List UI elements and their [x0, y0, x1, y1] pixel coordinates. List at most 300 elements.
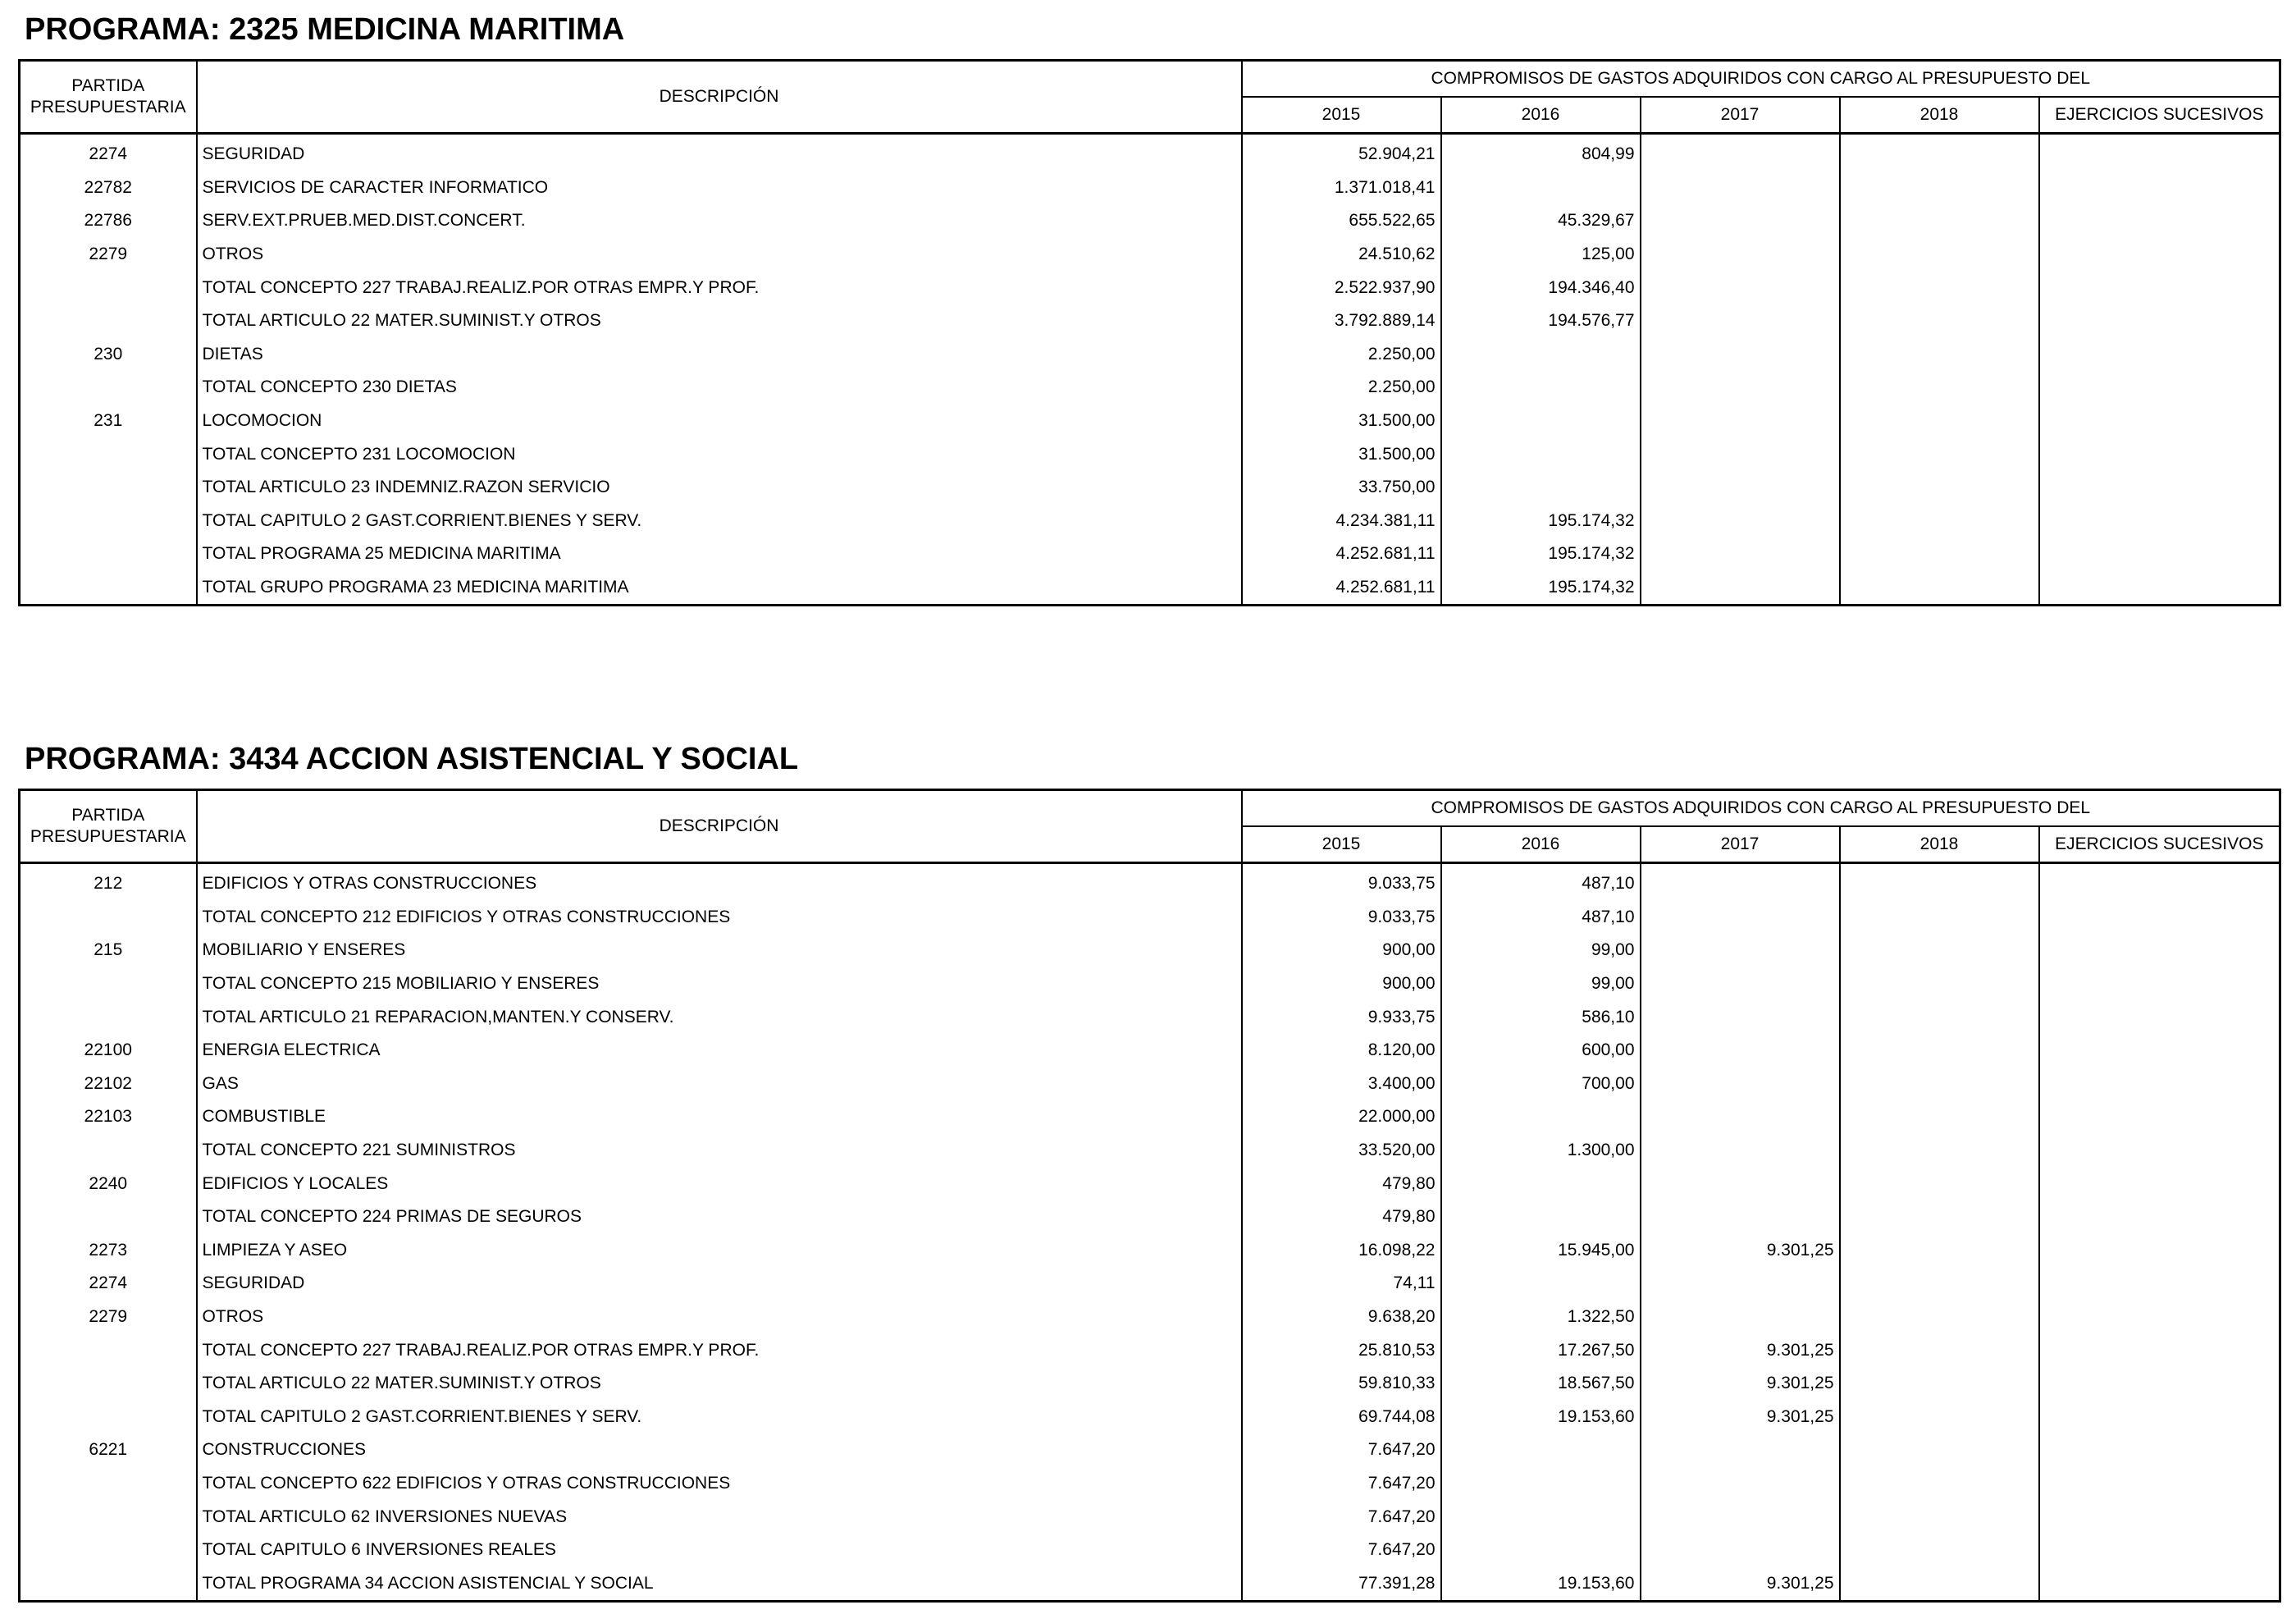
header-year-2017: 2017 — [1641, 97, 1840, 134]
table-row — [20, 1200, 2280, 1234]
descripcion-cell: TOTAL ARTICULO 21 REPARACION,MANTEN.Y CONSERV. — [197, 1000, 1242, 1034]
descripcion-cell: TOTAL PROGRAMA 25 MEDICINA MARITIMA — [197, 537, 1242, 571]
amount-2018-cell — [1840, 1301, 2039, 1334]
partida-cell — [20, 537, 197, 571]
amount-2017-cell — [1641, 901, 1840, 935]
amount-sucesivos-cell — [2039, 338, 2280, 372]
amount-2016-cell: 194.346,40 — [1441, 271, 1641, 304]
amount-2015-cell: 22.000,00 — [1242, 1100, 1441, 1134]
descripcion-cell: TOTAL CONCEPTO 231 LOCOMOCION — [197, 437, 1242, 471]
header-year-2015: 2015 — [1242, 826, 1441, 863]
table-row — [20, 371, 2280, 405]
table-row — [20, 1068, 2280, 1101]
amount-2018-cell — [1840, 1134, 2039, 1168]
amount-2018-cell — [1840, 405, 2039, 438]
amount-sucesivos-cell — [2039, 934, 2280, 967]
table-row — [20, 1167, 2280, 1200]
amount-2016-cell: 700,00 — [1441, 1068, 1641, 1101]
amount-2017-cell — [1641, 863, 1840, 901]
table-row — [20, 1433, 2280, 1467]
amount-2017-cell: 9.301,25 — [1641, 1234, 1840, 1268]
amount-2016-cell: 600,00 — [1441, 1034, 1641, 1068]
amount-2016-cell — [1441, 338, 1641, 372]
descripcion-cell: LOCOMOCION — [197, 405, 1242, 438]
table-row — [20, 204, 2280, 238]
amount-2016-cell: 1.300,00 — [1441, 1134, 1641, 1168]
table-row — [20, 571, 2280, 606]
descripcion-cell: TOTAL ARTICULO 23 INDEMNIZ.RAZON SERVICIO — [197, 471, 1242, 505]
amount-sucesivos-cell — [2039, 1333, 2280, 1367]
partida-cell — [20, 1401, 197, 1434]
amount-2018-cell — [1840, 863, 2039, 901]
amount-sucesivos-cell — [2039, 304, 2280, 338]
table-row — [20, 238, 2280, 272]
amount-2018-cell — [1840, 934, 2039, 967]
amount-2015-cell: 655.522,65 — [1242, 204, 1441, 238]
partida-cell: 6221 — [20, 1433, 197, 1467]
amount-sucesivos-cell — [2039, 1134, 2280, 1168]
descripcion-cell: TOTAL CONCEPTO 622 EDIFICIOS Y OTRAS CONSTRUCCIONES — [197, 1467, 1242, 1501]
amount-2015-cell: 25.810,53 — [1242, 1333, 1441, 1367]
amount-sucesivos-cell — [2039, 1167, 2280, 1200]
amount-2017-cell — [1641, 967, 1840, 1001]
partida-cell: 2273 — [20, 1234, 197, 1268]
table-row — [20, 1100, 2280, 1134]
program-title: PROGRAMA: 3434 ACCION ASISTENCIAL Y SOCIAL — [25, 742, 799, 776]
amount-2016-cell: 45.329,67 — [1441, 204, 1641, 238]
amount-2015-cell: 31.500,00 — [1242, 437, 1441, 471]
partida-cell — [20, 1200, 197, 1234]
table-row — [20, 338, 2280, 372]
descripcion-cell: TOTAL CONCEPTO 230 DIETAS — [197, 371, 1242, 405]
partida-cell: 22102 — [20, 1068, 197, 1101]
table-row — [20, 1534, 2280, 1567]
partida-cell — [20, 304, 197, 338]
amount-sucesivos-cell — [2039, 863, 2280, 901]
amount-2016-cell — [1441, 437, 1641, 471]
amount-2018-cell — [1840, 537, 2039, 571]
amount-2017-cell — [1641, 471, 1840, 505]
amount-2015-cell: 77.391,28 — [1242, 1566, 1441, 1601]
partida-cell — [20, 271, 197, 304]
amount-2017-cell — [1641, 1167, 1840, 1200]
table-row — [20, 1301, 2280, 1334]
descripcion-cell: DIETAS — [197, 338, 1242, 372]
amount-2016-cell: 586,10 — [1441, 1000, 1641, 1034]
amount-2017-cell — [1641, 271, 1840, 304]
amount-2018-cell — [1840, 1034, 2039, 1068]
amount-2016-cell — [1441, 1200, 1641, 1234]
amount-2018-cell — [1840, 1200, 2039, 1234]
header-partida: PARTIDA PRESUPUESTARIA — [20, 61, 197, 134]
amount-2015-cell: 2.522.937,90 — [1242, 271, 1441, 304]
amount-sucesivos-cell — [2039, 1500, 2280, 1534]
amount-sucesivos-cell — [2039, 1234, 2280, 1268]
amount-2017-cell — [1641, 1000, 1840, 1034]
header-ejercicios-sucesivos: EJERCICIOS SUCESIVOS — [2039, 826, 2280, 863]
amount-2017-cell — [1641, 171, 1840, 205]
header-descripcion: DESCRIPCIÓN — [197, 790, 1242, 863]
amount-2017-cell — [1641, 1433, 1840, 1467]
amount-sucesivos-cell — [2039, 1068, 2280, 1101]
amount-sucesivos-cell — [2039, 134, 2280, 171]
descripcion-cell: ENERGIA ELECTRICA — [197, 1034, 1242, 1068]
amount-sucesivos-cell — [2039, 271, 2280, 304]
partida-cell — [20, 1467, 197, 1501]
amount-sucesivos-cell — [2039, 1100, 2280, 1134]
amount-2017-cell — [1641, 1267, 1840, 1301]
table-row — [20, 934, 2280, 967]
amount-2015-cell: 9.033,75 — [1242, 901, 1441, 935]
partida-cell — [20, 1134, 197, 1168]
amount-2016-cell: 18.567,50 — [1441, 1367, 1641, 1401]
table-row — [20, 1467, 2280, 1501]
amount-2015-cell: 69.744,08 — [1242, 1401, 1441, 1434]
amount-2015-cell: 900,00 — [1242, 967, 1441, 1001]
partida-cell — [20, 1500, 197, 1534]
amount-2016-cell — [1441, 1534, 1641, 1567]
header-descripcion: DESCRIPCIÓN — [197, 61, 1242, 134]
partida-cell: 215 — [20, 934, 197, 967]
amount-2018-cell — [1840, 1333, 2039, 1367]
amount-2016-cell: 487,10 — [1441, 863, 1641, 901]
amount-2015-cell: 2.250,00 — [1242, 371, 1441, 405]
amount-sucesivos-cell — [2039, 1034, 2280, 1068]
header-year-2017: 2017 — [1641, 826, 1840, 863]
amount-sucesivos-cell — [2039, 238, 2280, 272]
amount-sucesivos-cell — [2039, 1401, 2280, 1434]
amount-2018-cell — [1840, 1367, 2039, 1401]
amount-2016-cell — [1441, 1167, 1641, 1200]
header-ejercicios-sucesivos: EJERCICIOS SUCESIVOS — [2039, 97, 2280, 134]
partida-cell — [20, 371, 197, 405]
table-row — [20, 271, 2280, 304]
amount-2015-cell: 900,00 — [1242, 934, 1441, 967]
amount-2015-cell: 479,80 — [1242, 1167, 1441, 1200]
table-row — [20, 505, 2280, 538]
amount-2017-cell — [1641, 238, 1840, 272]
amount-2018-cell — [1840, 1234, 2039, 1268]
amount-2015-cell: 479,80 — [1242, 1200, 1441, 1234]
amount-2015-cell: 7.647,20 — [1242, 1467, 1441, 1501]
amount-2015-cell: 24.510,62 — [1242, 238, 1441, 272]
amount-2015-cell: 74,11 — [1242, 1267, 1441, 1301]
amount-sucesivos-cell — [2039, 1000, 2280, 1034]
header-compromisos: COMPROMISOS DE GASTOS ADQUIRIDOS CON CARGO AL PRESUPUESTO DEL — [1242, 790, 2280, 827]
partida-cell: 22782 — [20, 171, 197, 205]
amount-2017-cell — [1641, 204, 1840, 238]
descripcion-cell: GAS — [197, 1068, 1242, 1101]
amount-sucesivos-cell — [2039, 1301, 2280, 1334]
amount-2018-cell — [1840, 571, 2039, 606]
table-row — [20, 1000, 2280, 1034]
table-row — [20, 405, 2280, 438]
amount-2017-cell — [1641, 571, 1840, 606]
descripcion-cell: TOTAL CONCEPTO 212 EDIFICIOS Y OTRAS CONSTRUCCIONES — [197, 901, 1242, 935]
amount-2016-cell: 1.322,50 — [1441, 1301, 1641, 1334]
table-row — [20, 1134, 2280, 1168]
table-row — [20, 1401, 2280, 1434]
amount-2018-cell — [1840, 1433, 2039, 1467]
descripcion-cell: TOTAL CONCEPTO 227 TRABAJ.REALIZ.POR OTRAS EMPR.Y PROF. — [197, 271, 1242, 304]
amount-2015-cell: 16.098,22 — [1242, 1234, 1441, 1268]
descripcion-cell: MOBILIARIO Y ENSERES — [197, 934, 1242, 967]
partida-cell — [20, 1534, 197, 1567]
amount-2017-cell: 9.301,25 — [1641, 1367, 1840, 1401]
amount-2016-cell — [1441, 371, 1641, 405]
amount-2015-cell: 4.252.681,11 — [1242, 571, 1441, 606]
header-year-2018: 2018 — [1840, 97, 2039, 134]
amount-2015-cell: 4.252.681,11 — [1242, 537, 1441, 571]
table-row — [20, 1333, 2280, 1367]
partida-cell — [20, 901, 197, 935]
amount-2015-cell: 9.933,75 — [1242, 1000, 1441, 1034]
partida-cell: 2240 — [20, 1167, 197, 1200]
partida-cell — [20, 1333, 197, 1367]
amount-2016-cell: 17.267,50 — [1441, 1333, 1641, 1367]
descripcion-cell: SEGURIDAD — [197, 1267, 1242, 1301]
amount-2017-cell — [1641, 1467, 1840, 1501]
table-body — [20, 134, 2280, 606]
amount-sucesivos-cell — [2039, 571, 2280, 606]
table-row — [20, 863, 2280, 901]
table-row — [20, 437, 2280, 471]
amount-2018-cell — [1840, 437, 2039, 471]
partida-cell: 2279 — [20, 238, 197, 272]
amount-2018-cell — [1840, 1534, 2039, 1567]
amount-sucesivos-cell — [2039, 505, 2280, 538]
amount-2018-cell — [1840, 271, 2039, 304]
budget-table — [18, 789, 2281, 1603]
amount-2018-cell — [1840, 1267, 2039, 1301]
amount-2018-cell — [1840, 1167, 2039, 1200]
amount-2018-cell — [1840, 1467, 2039, 1501]
amount-2016-cell: 195.174,32 — [1441, 537, 1641, 571]
budget-table — [18, 59, 2281, 606]
table-body — [20, 863, 2280, 1602]
descripcion-cell: TOTAL PROGRAMA 34 ACCION ASISTENCIAL Y SOCIAL — [197, 1566, 1242, 1601]
partida-cell: 22103 — [20, 1100, 197, 1134]
amount-sucesivos-cell — [2039, 1200, 2280, 1234]
amount-2017-cell — [1641, 537, 1840, 571]
amount-2015-cell: 31.500,00 — [1242, 405, 1441, 438]
amount-sucesivos-cell — [2039, 1534, 2280, 1567]
partida-cell — [20, 471, 197, 505]
amount-2015-cell: 33.520,00 — [1242, 1134, 1441, 1168]
amount-2017-cell — [1641, 304, 1840, 338]
amount-2015-cell: 7.647,20 — [1242, 1433, 1441, 1467]
header-partida: PARTIDA PRESUPUESTARIA — [20, 790, 197, 863]
descripcion-cell: EDIFICIOS Y LOCALES — [197, 1167, 1242, 1200]
partida-cell: 22100 — [20, 1034, 197, 1068]
amount-2015-cell: 8.120,00 — [1242, 1034, 1441, 1068]
amount-2016-cell — [1441, 1500, 1641, 1534]
amount-2018-cell — [1840, 1566, 2039, 1601]
amount-2015-cell: 33.750,00 — [1242, 471, 1441, 505]
amount-2015-cell: 3.792.889,14 — [1242, 304, 1441, 338]
header-year-2015: 2015 — [1242, 97, 1441, 134]
amount-2018-cell — [1840, 1100, 2039, 1134]
descripcion-cell: TOTAL ARTICULO 62 INVERSIONES NUEVAS — [197, 1500, 1242, 1534]
table-row — [20, 1500, 2280, 1534]
amount-2017-cell — [1641, 1068, 1840, 1101]
amount-2015-cell: 52.904,21 — [1242, 134, 1441, 171]
amount-2016-cell — [1441, 471, 1641, 505]
amount-2018-cell — [1840, 471, 2039, 505]
descripcion-cell: TOTAL CONCEPTO 221 SUMINISTROS — [197, 1134, 1242, 1168]
table-row — [20, 1267, 2280, 1301]
descripcion-cell: TOTAL ARTICULO 22 MATER.SUMINIST.Y OTROS — [197, 304, 1242, 338]
table-row — [20, 1034, 2280, 1068]
amount-2016-cell: 125,00 — [1441, 238, 1641, 272]
amount-2017-cell — [1641, 1134, 1840, 1168]
descripcion-cell: TOTAL CAPITULO 2 GAST.CORRIENT.BIENES Y SERV. — [197, 1401, 1242, 1434]
partida-cell — [20, 571, 197, 606]
descripcion-cell: CONSTRUCCIONES — [197, 1433, 1242, 1467]
amount-2018-cell — [1840, 1000, 2039, 1034]
amount-2016-cell: 99,00 — [1441, 934, 1641, 967]
amount-2017-cell — [1641, 1200, 1840, 1234]
descripcion-cell: EDIFICIOS Y OTRAS CONSTRUCCIONES — [197, 863, 1242, 901]
amount-2015-cell: 59.810,33 — [1242, 1367, 1441, 1401]
descripcion-cell: LIMPIEZA Y ASEO — [197, 1234, 1242, 1268]
amount-2018-cell — [1840, 371, 2039, 405]
program-title: PROGRAMA: 2325 MEDICINA MARITIMA — [25, 12, 625, 47]
partida-cell — [20, 1566, 197, 1601]
amount-sucesivos-cell — [2039, 171, 2280, 205]
descripcion-cell: SERVICIOS DE CARACTER INFORMATICO — [197, 171, 1242, 205]
amount-2018-cell — [1840, 901, 2039, 935]
descripcion-cell: SERV.EXT.PRUEB.MED.DIST.CONCERT. — [197, 204, 1242, 238]
descripcion-cell: TOTAL CONCEPTO 224 PRIMAS DE SEGUROS — [197, 1200, 1242, 1234]
amount-2017-cell — [1641, 505, 1840, 538]
amount-2015-cell: 9.033,75 — [1242, 863, 1441, 901]
amount-sucesivos-cell — [2039, 405, 2280, 438]
amount-2016-cell: 804,99 — [1441, 134, 1641, 171]
amount-2015-cell: 7.647,20 — [1242, 1534, 1441, 1567]
amount-sucesivos-cell — [2039, 1267, 2280, 1301]
partida-cell: 2274 — [20, 1267, 197, 1301]
table-row — [20, 537, 2280, 571]
amount-2018-cell — [1840, 204, 2039, 238]
amount-2015-cell: 3.400,00 — [1242, 1068, 1441, 1101]
amount-2016-cell: 487,10 — [1441, 901, 1641, 935]
amount-sucesivos-cell — [2039, 1467, 2280, 1501]
descripcion-cell: TOTAL CAPITULO 6 INVERSIONES REALES — [197, 1534, 1242, 1567]
amount-2017-cell — [1641, 1100, 1840, 1134]
amount-2016-cell — [1441, 405, 1641, 438]
partida-cell — [20, 1000, 197, 1034]
partida-cell — [20, 505, 197, 538]
partida-cell: 231 — [20, 405, 197, 438]
header-year-2016: 2016 — [1441, 826, 1641, 863]
header-year-2018: 2018 — [1840, 826, 2039, 863]
table-row — [20, 1566, 2280, 1601]
amount-2017-cell — [1641, 371, 1840, 405]
partida-cell — [20, 967, 197, 1001]
descripcion-cell: TOTAL CONCEPTO 227 TRABAJ.REALIZ.POR OTRAS EMPR.Y PROF. — [197, 1333, 1242, 1367]
amount-sucesivos-cell — [2039, 1566, 2280, 1601]
descripcion-cell: OTROS — [197, 238, 1242, 272]
amount-sucesivos-cell — [2039, 471, 2280, 505]
amount-2018-cell — [1840, 238, 2039, 272]
amount-2017-cell — [1641, 1034, 1840, 1068]
partida-cell: 230 — [20, 338, 197, 372]
descripcion-cell: SEGURIDAD — [197, 134, 1242, 171]
partida-cell: 22786 — [20, 204, 197, 238]
amount-2017-cell: 9.301,25 — [1641, 1401, 1840, 1434]
header-compromisos: COMPROMISOS DE GASTOS ADQUIRIDOS CON CARGO AL PRESUPUESTO DEL — [1242, 61, 2280, 98]
amount-2018-cell — [1840, 1401, 2039, 1434]
amount-2016-cell: 194.576,77 — [1441, 304, 1641, 338]
partida-cell — [20, 437, 197, 471]
amount-2018-cell — [1840, 338, 2039, 372]
amount-2015-cell: 4.234.381,11 — [1242, 505, 1441, 538]
amount-2018-cell — [1840, 304, 2039, 338]
amount-2016-cell: 195.174,32 — [1441, 571, 1641, 606]
header-year-2016: 2016 — [1441, 97, 1641, 134]
amount-sucesivos-cell — [2039, 437, 2280, 471]
amount-2016-cell: 195.174,32 — [1441, 505, 1641, 538]
amount-sucesivos-cell — [2039, 204, 2280, 238]
amount-2017-cell — [1641, 405, 1840, 438]
table-row — [20, 901, 2280, 935]
amount-2018-cell — [1840, 171, 2039, 205]
table-row — [20, 1367, 2280, 1401]
descripcion-cell: COMBUSTIBLE — [197, 1100, 1242, 1134]
amount-2016-cell — [1441, 1100, 1641, 1134]
amount-sucesivos-cell — [2039, 901, 2280, 935]
table-row — [20, 471, 2280, 505]
amount-sucesivos-cell — [2039, 1433, 2280, 1467]
descripcion-cell: OTROS — [197, 1301, 1242, 1334]
partida-cell: 212 — [20, 863, 197, 901]
amount-2016-cell — [1441, 1467, 1641, 1501]
amount-sucesivos-cell — [2039, 371, 2280, 405]
amount-2017-cell — [1641, 934, 1840, 967]
amount-2018-cell — [1840, 1500, 2039, 1534]
amount-2017-cell — [1641, 134, 1840, 171]
partida-cell: 2274 — [20, 134, 197, 171]
amount-2017-cell — [1641, 338, 1840, 372]
amount-2016-cell: 19.153,60 — [1441, 1566, 1641, 1601]
amount-2016-cell — [1441, 1267, 1641, 1301]
amount-2016-cell: 15.945,00 — [1441, 1234, 1641, 1268]
table-row — [20, 1234, 2280, 1268]
amount-2016-cell: 99,00 — [1441, 967, 1641, 1001]
partida-cell: 2279 — [20, 1301, 197, 1334]
program-section-1 — [18, 11, 2279, 597]
amount-2017-cell — [1641, 437, 1840, 471]
amount-2015-cell: 7.647,20 — [1242, 1500, 1441, 1534]
amount-2016-cell: 19.153,60 — [1441, 1401, 1641, 1434]
amount-2015-cell: 1.371.018,41 — [1242, 171, 1441, 205]
amount-sucesivos-cell — [2039, 967, 2280, 1001]
amount-2017-cell: 9.301,25 — [1641, 1333, 1840, 1367]
table-row — [20, 171, 2280, 205]
descripcion-cell: TOTAL CONCEPTO 215 MOBILIARIO Y ENSERES — [197, 967, 1242, 1001]
amount-sucesivos-cell — [2039, 537, 2280, 571]
amount-2018-cell — [1840, 134, 2039, 171]
amount-2017-cell — [1641, 1500, 1840, 1534]
amount-sucesivos-cell — [2039, 1367, 2280, 1401]
table-row — [20, 967, 2280, 1001]
amount-2018-cell — [1840, 505, 2039, 538]
table-row — [20, 134, 2280, 171]
amount-2016-cell — [1441, 1433, 1641, 1467]
amount-2016-cell — [1441, 171, 1641, 205]
descripcion-cell: TOTAL GRUPO PROGRAMA 23 MEDICINA MARITIMA — [197, 571, 1242, 606]
